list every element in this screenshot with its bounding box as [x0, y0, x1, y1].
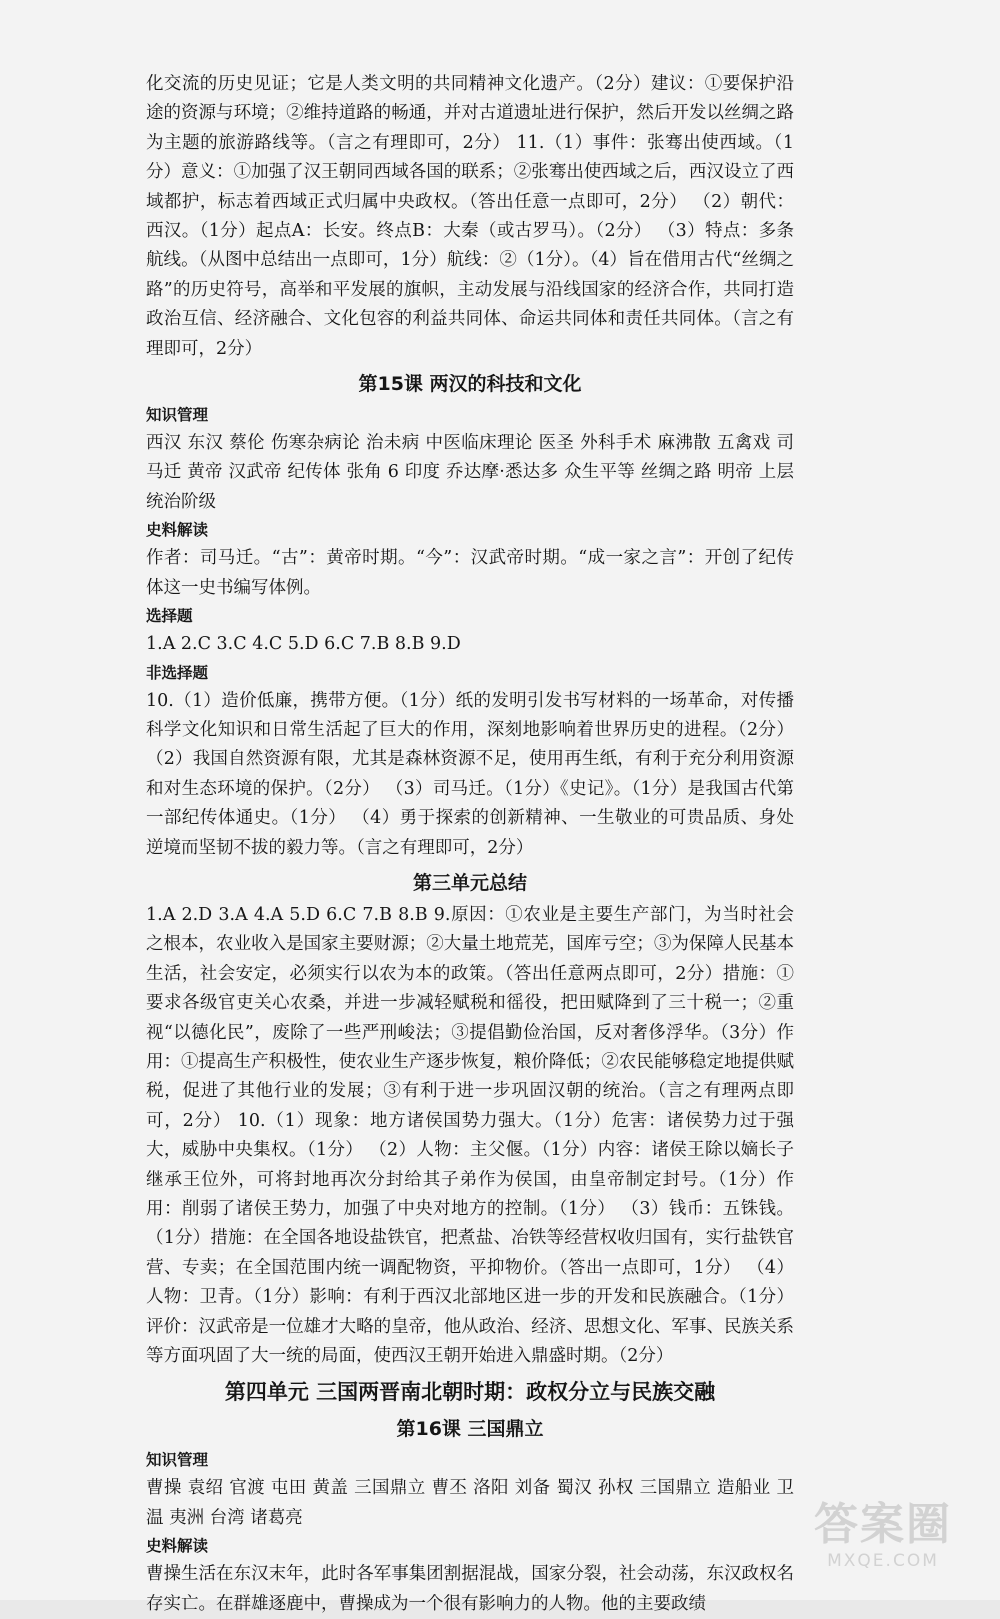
watermark-logo — [788, 1500, 978, 1586]
section-label-knowledge-16: 知识管理 — [146, 1451, 209, 1470]
section-label-source-reading: 史料解读 — [146, 521, 209, 540]
unit-3-summary-answers: 1.A 2.D 3.A 4.A 5.D 6.C 7.B 8.B 9.原因：①农业是主要生产部门，为当时社会之根本，农业收入是国家主要财源；②大量土地荒芜，国库亏空；③为保障人民基本生活，社会安定，必须实行以农为本的政策。（答出任意两点即可，2分）措施：①要求各级官吏关心农桑，并进一步减轻赋税和徭役，把田赋降到了三十税一；②重视“以德化民”，废除了一些严刑峻法；③提倡勤俭治国，反对奢侈浮华。（3分）作用：①提高生产积极性，使农业生产逐步恢复，粮价降低；②农民能够稳定地提供赋税，促进了其他行业的发展；③有利于进一步巩固汉朝的统治。（言之有理两点即可，2分） 10.（1）现象：地方诸侯国势力强大。（1分）危害：诸侯势力过于强大，威胁中央集权。（1分） （2）人物：主父偃。（1分）内容：诸侯王除以嫡长子继承王位外，可将封地再次分封给其子弟作为侯国，由皇帝制定封号。（1分）作用：削弱了诸侯王势力，加强了中央对地方的控制。（1分） （3）钱币：五铢钱。（1分）措施：在全国各地设盐铁官，把煮盐、冶铁等经营权收归国有，实行盐铁官营、专卖；在全国范围内统一调配物资，平抑物价。（答出一点即可，1分） （4）人物：卫青。（1分）影响：有利于西汉北部地区进一步的开发和民族融合。（1分）评价：汉武帝是一位雄才大略的皇帝，他从政治、经济、思想文化、军事、民族关系等方面巩固了大一统的局面，使西汉王朝开始进入鼎盛时期。（2分） — [146, 904, 795, 1367]
section-label-multiple-choice: 选择题 — [146, 607, 193, 626]
section-label-non-choice: 非选择题 — [146, 663, 209, 682]
source-reading-lesson15: 作者：司马迁。“古”：黄帝时期。“今”：汉武帝时期。“成一家之言”：开创了纪传体这一史书编写体例。 — [146, 548, 794, 598]
multiple-choice-answers-lesson15: 1.A 2.C 3.C 4.C 5.D 6.C 7.B 8.B 9.D — [146, 634, 461, 655]
source-reading-lesson16: 曹操生活在东汉末年，此时各军事集团割据混战，国家分裂，社会动荡，东汉政权名存实亡。在群雄逐鹿中，曹操成为一个很有影响力的人物。他的主要政绩 — [146, 1564, 794, 1614]
section-label-source-reading-16: 史料解读 — [146, 1537, 209, 1556]
non-choice-answers-lesson15: 10.（1）造价低廉，携带方便。（1分）纸的发明引发书写材料的一场革命，对传播科学文化知识和日常生活起了巨大的作用，深刻地影响着世界历史的进程。（2分） （2）我国自然资源有限，尤其是森林资源不足，使用再生纸，有利于充分利用资源和对生态环境的保护。（2分） （3）司马迁。（1分）《史记》。（1分）是我国古代第一部纪传体通史。（1分） （4）勇于探索的创新精神、一生敬业的可贵品质、身处逆境而坚韧不拔的毅力等。（言之有理即可，2分） — [146, 690, 794, 858]
page-content — [146, 70, 794, 1619]
knowledge-terms-lesson15: 西汉 东汉 蔡伦 伤寒杂病论 治未病 中医临床理论 医圣 外科手术 麻沸散 五禽戏 司马迁 黄帝 汉武帝 纪传体 张角 6 印度 乔达摩·悉达多 众生平等 丝绸之路 明帝 上层统治阶级 — [146, 433, 794, 512]
answer-paragraph-unit3-lesson14: 化交流的历史见证；它是人类文明的共同精神文化遗产。（2分）建议：①要保护沿途的资源与环境；②维持道路的畅通，并对古道遗址进行保护，然后开发以丝绸之路为主题的旅游路线等。（言之有理即可，2分） 11.（1）事件：张骞出使西域。（1分）意义：①加强了汉王朝同西域各国的联系；②张骞出使西域之后，西汉设立了西域都护，标志着西域正式归属中央政权。（答出任意一点即可，2分） （2）朝代：西汉。（1分）起点A：长安。终点B：大秦（或古罗马）。（2分） （3）特点：多条航线。（从图中总结出一点即可，1分）航线：②（1分）。（4）旨在借用古代“丝绸之路”的历史符号，高举和平发展的旗帜，主动发展与沿线国家的经济合作，共同打造政治互信、经济融合、文化包容的利益共同体、命运共同体和责任共同体。（言之有理即可，2分） — [146, 74, 795, 359]
lesson-16-title: 第16课 三国鼎立 — [396, 1418, 544, 1441]
watermark-logo-text: 答案圈 — [814, 1499, 952, 1550]
lesson-15-title: 第15课 两汉的科技和文化 — [358, 373, 582, 396]
watermark-url: MXQE.COM — [827, 1551, 939, 1571]
knowledge-terms-lesson16: 曹操 袁绍 官渡 屯田 黄盖 三国鼎立 曹丕 洛阳 刘备 蜀汉 孙权 三国鼎立 造船业 卫温 夷洲 台湾 诸葛亮 — [146, 1478, 794, 1528]
unit-3-summary-title: 第三单元总结 — [412, 871, 527, 894]
unit-4-title: 第四单元 三国两晋南北朝时期：政权分立与民族交融 — [224, 1380, 716, 1405]
section-label-knowledge: 知识管理 — [146, 406, 209, 425]
